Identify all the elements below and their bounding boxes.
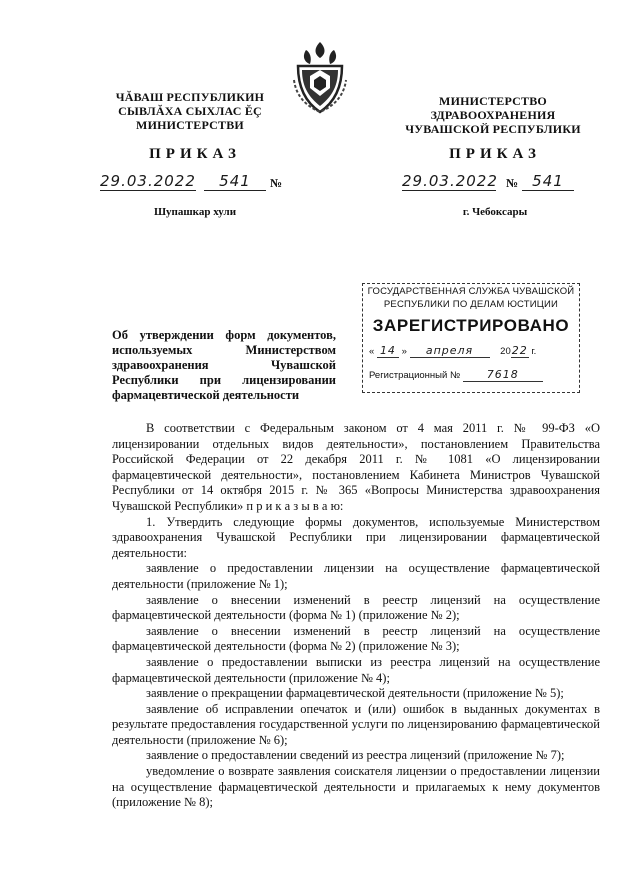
stamp-date-row [369,344,573,360]
stamp-year-suffix: 22 [511,344,528,357]
left-number-handwritten: 541 [219,172,251,190]
right-header-line2: ЗДРАВООХРАНЕНИЯ [430,108,556,122]
stamp-month: апреля [410,344,490,358]
body-paragraph-form6: заявление об исправлении опечаток и (или) ошибок в выданных документах в результате предоставления государственной услуги по лицензированию фармацевтической деятельности (приложение № 6); [112,701,600,747]
chuvash-emblem-icon [292,40,348,114]
left-header-line2: СЫВЛĂХА СЫХЛАС ĔÇ [118,104,262,118]
body-paragraph-form1: заявление о предоставлении лицензии на осуществление фармацевтической деятельности (приложение № 1); [112,561,600,591]
body-paragraph-form4: заявление о предоставлении выписки из реестра лицензий на осуществление фармацевтической деятельности (приложение № 4); [112,654,600,685]
left-date-handwritten: 29.03.2022 [100,172,196,190]
body-paragraph-intro: В соответствии с Федеральным законом от 4 мая 2011 г. № 99-ФЗ «О лицензировании отдельных видов деятельности», постановлением Правительства Российской Федерации от 22 декабря 2011 г. № 1081 «О лицензировании фармацевтической деятельности», постановлением Кабинета Министров Чувашской Республики от 14 октября 2015 г. № 365 «Вопросы Министерства здравоохранения Чувашской Республики» п р и к а з ы в а ю: [112,421,600,513]
stamp-reg-row [369,368,573,384]
right-date-handwritten: 29.03.2022 [402,172,498,190]
right-header-line3: ЧУВАШСКОЙ РЕСПУБЛИКИ [405,122,581,136]
right-number-handwritten: 541 [532,172,564,190]
body-paragraph-item1: 1. Утвердить следующие формы документов, используемые Министерством здравоохранения Чувашской Республики при лицензировании фармацевтической деятельности: [112,514,600,560]
stamp-day: 14 [377,344,399,358]
right-number-line [522,172,574,191]
stamp-quote-open: « [369,346,375,357]
left-number-sign: № [270,176,283,190]
left-number-line [204,172,266,191]
body-paragraph-form7: заявление о предоставлении сведений из реестра лицензий (приложение № 7); [146,748,565,763]
body-paragraph-form3: заявление о внесении изменений в реестр лицензий на осуществление фармацевтической деятельности (форма № 2) (приложение № 3); [112,623,600,654]
right-city: г. Чебоксары [462,206,528,218]
document-body [112,421,600,811]
registration-stamp [362,283,580,393]
right-header [400,94,586,136]
body-paragraph-form8: уведомление о возврате заявления соискателя лицензии о предоставлении лицензии на осуществление фармацевтической деятельности и прилагаемых к нему документов (приложение № 8); [112,764,600,810]
stamp-status: ЗАРЕГИСТРИРОВАНО [372,316,570,335]
right-date-line [402,172,496,191]
right-prikaz-title: ПРИКАЗ [449,146,541,162]
stamp-reg-label: Регистрационный № [369,370,461,381]
left-header [110,90,270,132]
document-title: Об утверждении форм документов, используемых Министерством здравоохранения Чувашской Республики при лицензировании фармацевтической деятельности [112,328,336,402]
stamp-line2: РЕСПУБЛИКИ ПО ДЕЛАМ ЮСТИЦИИ [383,299,559,310]
left-city: Шупашкар хули [153,206,237,218]
stamp-year-unit: г. [531,346,537,357]
stamp-reg-number: 7618 [463,368,543,382]
right-header-line1: МИНИСТЕРСТВО [439,94,547,108]
left-prikaz-title: ПРИКАЗ [149,146,241,162]
left-header-line1: ЧĂВАШ РЕСПУБЛИКИН [115,90,265,104]
body-paragraph-form2: заявление о внесении изменений в реестр лицензий на осуществление фармацевтической деятельности (форма № 1) (приложение № 2); [112,592,600,623]
left-date-line [100,172,196,191]
stamp-line1: ГОСУДАРСТВЕННАЯ СЛУЖБА ЧУВАШСКОЙ [367,286,575,297]
stamp-quote-close: » [401,346,407,357]
right-number-sign: № [506,176,519,190]
left-header-line3: МИНИСТЕРСТВИ [136,118,244,132]
body-paragraph-form5: заявление о прекращении фармацевтической деятельности (приложение № 5); [146,686,564,701]
stamp-year-prefix: 20 [500,346,511,357]
